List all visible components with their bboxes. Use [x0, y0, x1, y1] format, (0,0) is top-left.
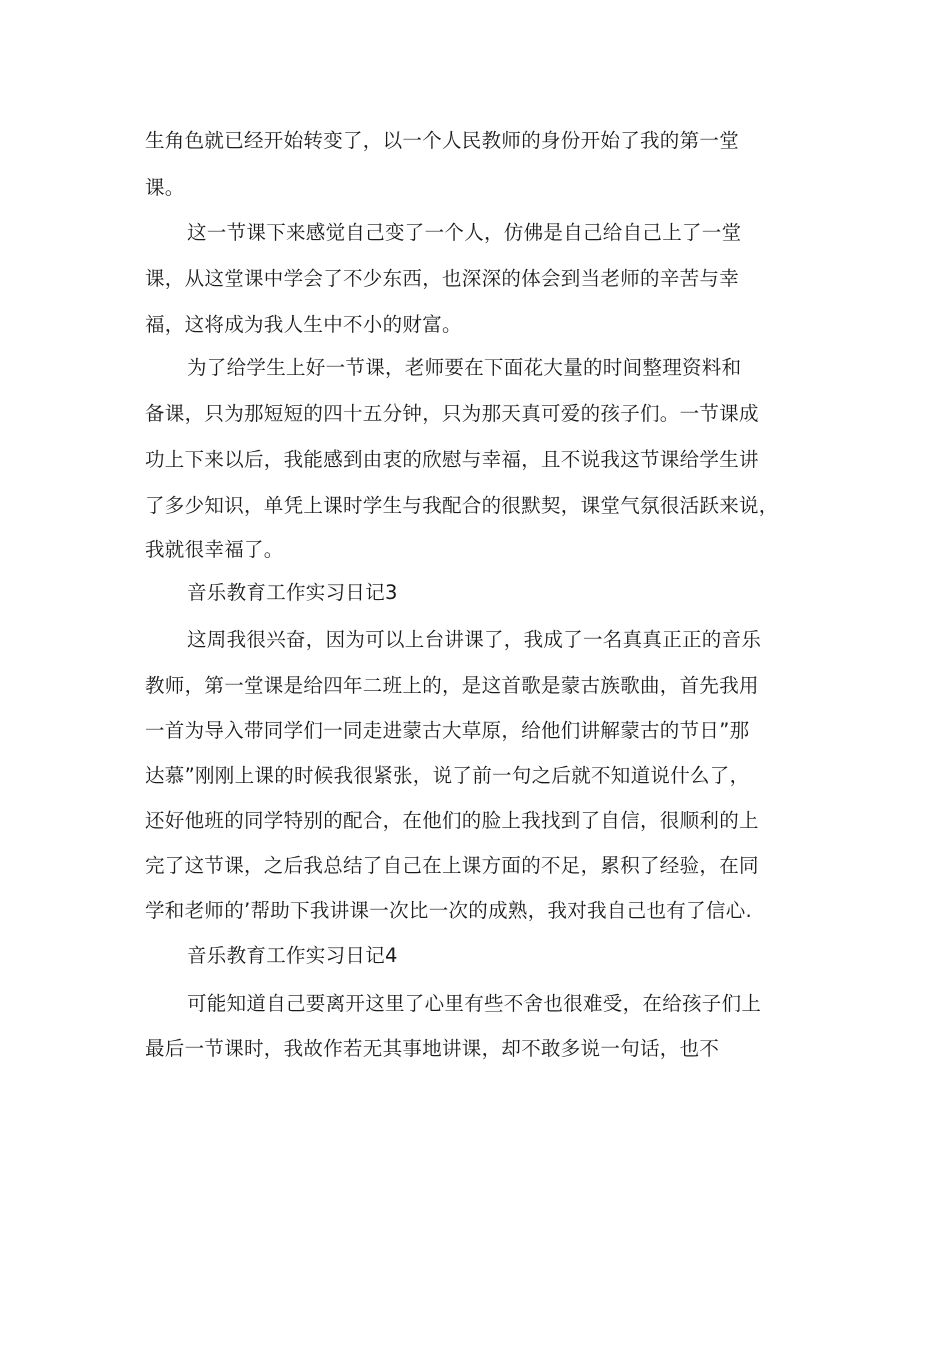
text-line: 备课，只为那短短的四十五分钟，只为那天真可爱的孩子们。一节课成	[145, 402, 759, 425]
text-line: 教师，第一堂课是给四年二班上的，是这首歌是蒙古族歌曲，首先我用	[145, 674, 759, 697]
paragraph-first-line: 这一节课下来感觉自己变了一个人，仿佛是自己给自己上了一堂	[187, 221, 742, 244]
text-line: 课，从这堂课中学会了不少东西，也深深的体会到当老师的辛苦与幸	[145, 267, 740, 290]
paragraph-first-line: 这周我很兴奋，因为可以上台讲课了，我成了一名真真正正的音乐	[187, 628, 762, 651]
text-line: 完了这节课，之后我总结了自己在上课方面的不足，累积了经验，在同	[145, 854, 759, 877]
section-heading: 音乐教育工作实习日记3	[187, 581, 398, 604]
text-line: 最后一节课时，我故作若无其事地讲课，却不敢多说一句话，也不	[145, 1037, 720, 1060]
text-line: 还好他班的同学特别的配合，在他们的脸上我找到了自信，很顺利的上	[145, 809, 759, 832]
text-line: 我就很幸福了。	[145, 538, 284, 561]
text-line: 学和老师的’帮助下我讲课一次比一次的成熟，我对我自己也有了信心.	[145, 899, 752, 922]
text-line: 了多少知识，单凭上课时学生与我配合的很默契，课堂气氛很活跃来说，	[145, 494, 779, 517]
paragraph-first-line: 为了给学生上好一节课，老师要在下面花大量的时间整理资料和	[187, 356, 742, 379]
text-line: 课。	[145, 176, 185, 199]
text-line: 功上下来以后，我能感到由衷的欣慰与幸福，且不说我这节课给学生讲	[145, 448, 759, 471]
text-line: 福，这将成为我人生中不小的财富。	[145, 313, 462, 336]
text-line: 一首为导入带同学们一同走进蒙古大草原，给他们讲解蒙古的节日”那	[145, 719, 750, 742]
section-heading: 音乐教育工作实习日记4	[187, 944, 398, 967]
paragraph-first-line: 可能知道自己要离开这里了心里有些不舍也很难受，在给孩子们上	[187, 992, 762, 1015]
text-line: 达慕”刚刚上课的时候我很紧张，说了前一句之后就不知道说什么了，	[145, 764, 750, 787]
text-line: 生角色就已经开始转变了，以一个人民教师的身份开始了我的第一堂	[145, 129, 740, 152]
